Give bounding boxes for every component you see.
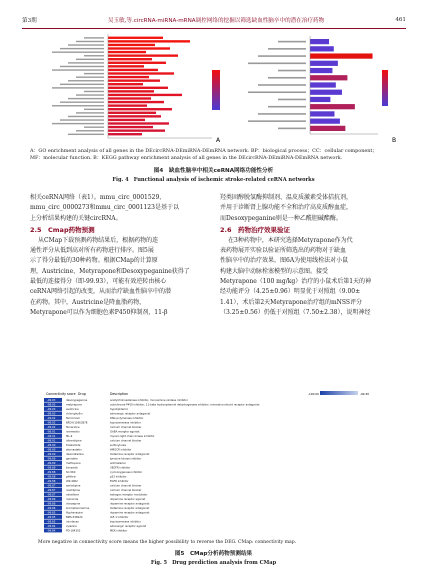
scale-max-label: -99.30 [360,392,370,396]
score-value: -99.84 [47,529,56,533]
table-row [44,524,146,528]
score-value: -99.88 [47,471,56,474]
drug-name: tolazamide [66,444,81,447]
text-line: 并用于诊断肾上腺功能不全和治疗高皮质醇血症， [220,204,353,212]
go-term-label [76,94,104,95]
go-term-label [84,109,104,110]
issue-number: 第3期 [22,18,37,24]
go-bar [108,83,143,85]
score-value: -99.87 [47,484,56,488]
table-row [44,398,189,402]
figure-4 [26,30,404,146]
text-line: mmu_circ_0000273和mmu_circ_0001123是基于以 [30,204,179,212]
table-row [44,520,142,524]
running-title: 吴玉敏,等.circRNA-miRNA-mRNA调控网络的挖掘以筛选缺血性脑卒中的潜在治疗药物 [107,18,325,24]
drug-name: BRD-K15963878 [66,421,88,425]
go-bar [108,79,160,81]
drug-description: adrenergic receptor antagonist [110,412,151,416]
left-para-2 [30,236,208,318]
drug-name: chlorophyllin [66,412,83,416]
kegg-term-label [278,99,306,101]
figure-5-cmap-table [38,388,390,538]
drug-description: cyclooxygenase inhibitor [110,471,143,474]
kegg-bar [310,46,334,51]
text-line: 理，Austricine、Metyrapone和Desoxypeganine获得了 [30,267,190,275]
drug-name: desloratadine [66,453,84,456]
text-line: 从CMap下载预测药物结果后，根据药物的连 [38,236,159,244]
table-row [44,430,140,434]
go-term-label [84,91,104,92]
go-bar [108,72,174,74]
left-column [30,193,208,318]
drug-name: WZ-4002 [66,480,78,483]
kegg-term-label [258,84,306,86]
drug-name: BMS-536924 [66,516,83,519]
drug-description: calcium channel blocker [110,426,142,429]
kegg-bar [310,126,345,131]
table-row [44,439,142,443]
table-row [44,497,145,501]
kegg-term-label [268,48,306,50]
go-term-label [76,130,104,131]
drug-name: genistein [66,457,78,461]
table-row [44,412,150,416]
score-value: -99.89 [47,457,56,461]
kegg-bar [310,119,340,124]
table-row [44,448,132,452]
drug-name: amlodipine [66,484,81,488]
right-para-1 [220,193,400,224]
drug-description: topoisomerase inhibitor [110,520,141,524]
text-line: 羟类固醇脱氢酶抑制剂、温皮质激素受体拮抗剂， [220,194,353,201]
table-row [44,421,142,425]
score-value: -99.91 [47,439,56,443]
drug-name: ML-9 [66,435,73,438]
drug-name: nitrendipine [66,439,82,443]
drug-name: irinotecan [66,520,80,524]
go-term-label [60,119,104,120]
table-row [44,407,129,411]
go-bar [108,69,158,71]
drug-description: dopamine receptor antagonist [110,502,150,506]
drug-description: VEGFR inhibitor [110,466,131,470]
score-value: -99.88 [47,475,56,479]
score-value: -99.92 [47,417,56,420]
go-term-label [84,126,104,127]
go-bar [108,101,164,103]
go-bar [108,108,172,110]
go-bar [108,54,178,56]
table-row [44,515,129,519]
kegg-term-label [258,113,306,115]
table-row [44,529,128,533]
go-term-label [76,41,104,42]
score-value: -99.93 [47,412,56,416]
drug-description: MEK inhibitor [110,529,128,533]
go-term-label [68,98,104,99]
table-row [44,443,126,447]
drug-description: IGF-1 inhibitor [110,516,129,519]
score-value: -99.93 [47,403,56,407]
go-term-label [76,59,104,60]
kegg-term-label [278,128,306,130]
text-line: 构建大脑中动脉栓塞模型的示意图。接受 [220,267,329,275]
score-value: -99.90 [47,448,56,452]
score-value: -99.93 [47,408,56,411]
score-value: -99.87 [47,489,56,492]
score-value: -99.90 [47,444,56,447]
text-line: Metyrapone可以作为细胞色素P450抑制剂，11-β [30,308,168,316]
kegg-bar [310,111,334,116]
text-line: 通性评分从低到高对所有药物进行排序。图5展 [30,247,154,255]
caption-line: A：GO enrichment analysis of all genes in the DEcircRNA-DEmiRNA-DEmRNA network. BP：biological process；CC：cellular component； [30,148,378,154]
go-term-label [76,112,104,113]
score-value: -99.86 [47,502,56,506]
scale-min-label: -100.00 [308,392,319,396]
running-header [22,14,406,26]
go-term-label [68,62,104,63]
score-value: -99.85 [47,516,56,519]
kegg-term-label [268,77,306,79]
drug-name: olanzapine [66,502,81,506]
text-line: 在药物。其中，Austricine是降血脂药物， [30,298,146,306]
go-colorbar [212,70,220,110]
score-value: -99.86 [47,507,56,510]
table-row [44,457,142,461]
table-rows [44,398,259,533]
figure-5-title-cn: 图5 CMap分析药物预测结果 [174,551,253,557]
drug-name: fluphenazine [66,511,83,515]
go-bar [108,65,144,67]
drug-description: p53 inhibitor [110,475,127,479]
text-line: 示了得分最低的30种药物。根据CMap的计算原 [30,257,158,265]
go-bar [108,58,152,60]
go-term-label [68,80,104,81]
table-row [44,484,142,488]
left-para-1 [30,193,208,224]
go-bar [108,51,146,53]
table-row [44,506,149,510]
go-term-label [52,51,104,52]
page-number: 461 [395,17,406,23]
drug-name: PD-184352 [66,529,81,533]
kegg-term-label [258,55,306,57]
kegg-bar [310,53,373,58]
figure-5-title-en: Fig. 5 Drug prediction analysis from CMap [150,560,277,566]
text-line: 表药物展开实验以验证所筛选出的药物对于缺血 [220,247,347,255]
kegg-term-label [248,120,306,122]
right-para-2 [220,236,400,318]
kegg-term-label [248,91,306,93]
drug-name: metyrapone [66,403,82,407]
text-line: 在3种药物中，本研究选择Metyrapone作为代 [228,236,353,244]
go-bar [108,133,142,135]
kegg-term-label [278,41,306,43]
drug-description: histamine receptor antagonist [110,453,150,456]
go-bar [108,129,165,131]
drug-description: calcium channel blocker [110,484,142,488]
score-value: -99.92 [47,426,56,429]
score-value: -99.87 [47,493,56,497]
drug-name: mefloquine [66,462,81,465]
caption-line: MF：molecular function. B：KEGG pathway enrichment analysis of all genes in the DEcircRNA-DEmiRNA-DEmRNA network. [30,155,343,161]
drug-description: cytochrome P450 inhibitor, 11-beta hydroxysteroid dehydrogenase inhibitor, mineralocorticoid receptor antagonist [110,403,260,407]
drug-name: austricine [66,408,79,411]
header-rule [22,28,406,29]
table-row [44,434,156,438]
score-value: -99.93 [47,399,56,402]
drug-description: HMGCR inhibitor [110,448,132,452]
go-bar [108,76,149,78]
go-bar [108,44,155,46]
score-color-scale [320,391,358,395]
text-line: 相关ceRNA网络（表1）。mmu_circ_0001529、 [30,194,166,201]
table-row [44,479,129,483]
go-term-label [52,123,104,124]
table-row [44,470,143,474]
score-value: -99.89 [47,462,56,465]
table-row [44,493,148,497]
text-line: 1.41），术后第2天Metyrapone治疗组的mNSS评分 [220,298,363,306]
panel-a-label: A [216,137,221,144]
kegg-bar [310,97,330,102]
text-line: 经功能评分（4.25±0.96）明显优于对照组（9.00± [220,288,361,296]
go-term-label [52,69,104,70]
go-term-label [84,55,104,56]
section-heading-2-6: 2.6 药物治疗效果验证 [220,225,291,234]
score-value: -99.86 [47,498,56,501]
table-row [44,425,142,429]
go-term-label [84,37,104,38]
table-row [44,403,259,407]
kegg-bar [310,61,338,66]
kegg-term-label [248,63,306,65]
go-term-label [52,87,104,88]
text-line: ceRNA网络引起的改变，从而治疗缺血性脑卒中的潜 [30,288,172,296]
score-value: -99.92 [47,421,56,425]
drug-name: raloxifene [66,493,79,497]
drug-name: flunarizine [66,426,80,429]
go-bar [108,104,147,106]
go-bar [108,90,154,92]
drug-name: brompheniramine [66,507,90,510]
table-row [44,511,149,515]
drug-description: EGFR inhibitor [110,480,129,483]
drug-description: topoisomerase inhibitor [110,421,141,425]
go-bar [108,47,170,49]
table-row [44,452,149,456]
drug-name: ropinirole [66,498,79,501]
drug-description: myosin light chain kinase inhibitor [110,435,155,438]
drug-description: acetylcholinesterase inhibitor, monoamine oxidase inhibitor [110,399,188,402]
go-term-label [68,134,104,135]
kegg-bar [310,82,336,87]
go-bar [108,122,169,124]
go-bar [108,87,168,89]
drug-description: antimalarial [110,462,126,465]
description-header: Description [110,392,129,396]
table-row [44,466,131,470]
go-term-label [60,48,104,49]
go-bar [108,94,182,96]
drug-description: histamine receptor antagonist [110,507,150,510]
drug-description: calcium channel blocker [110,439,142,443]
score-value: -99.89 [47,466,56,470]
kegg-bar [310,104,355,109]
go-term-label [84,73,104,74]
go-bar [108,126,153,128]
drug-description: GABA receptor agonist [110,430,140,434]
drug-description: DNA polymerase inhibitor [110,417,144,420]
panel-b-label: B [392,137,397,144]
text-line: 而Desoxypeganine则是一种乙酰胆碱酯酶。 [220,214,342,222]
go-bar [108,112,156,114]
drug-description: adrenergic receptor agonist [110,525,147,528]
figure-4-title-en: Fig. 4 Functional analysis of ischemic stroke-related ceRNA networks [112,177,315,183]
drug-description: tyrosine kinase inhibitor [110,457,142,461]
kegg-term-label [268,106,306,108]
kegg-term-label [278,70,306,72]
text-line: 性脑卒中的治疗效果。图6A为使用线栓法对小鼠 [220,257,349,265]
text-line: 上分析结果构建的关键circRNA。 [30,214,122,222]
drug-name: atorvastatin [66,448,82,452]
drug-name: nisoldipine [66,489,80,492]
text-line: Metyrapone（100 mg/kg）治疗的小鼠术后第1天的神 [220,278,372,286]
drug-description: dopamine receptor antagonist [110,511,150,515]
table-row [44,461,126,465]
score-value: -99.91 [47,435,56,438]
drug-name: SC-560 [66,471,76,474]
go-bar [108,119,145,121]
text-line: 最低的连接得分（即-99.93），可能有效逆转由核心 [30,278,167,286]
score-value: -99.88 [47,480,56,483]
score-value: -99.85 [47,511,56,515]
drug-name: pifithrin [66,475,77,479]
drug-description: calcium channel blocker [110,489,142,492]
drug-name: desoxypeganine [66,399,88,402]
go-term-label [68,116,104,117]
kegg-colorbar [382,70,388,106]
go-bar [108,115,161,117]
figure-4-caption [30,148,402,162]
kegg-bar [310,75,347,80]
go-bar [108,37,163,39]
go-term-label [68,44,104,45]
go-bar [108,62,166,64]
right-column [220,193,400,318]
drug-description: estrogen receptor modulator [110,493,148,497]
score-header: Connectivity score [46,392,76,396]
score-value: -99.84 [47,525,56,528]
kegg-bar [310,68,332,73]
go-bar [108,40,190,42]
table-row [44,488,142,492]
section-heading-2-5: 2.5 Cmap药物预测 [30,225,95,234]
go-term-label [76,76,104,77]
drug-description: sulfonylurea [110,444,126,447]
drug-name: famciclovir [66,417,81,420]
go-term-label [60,101,104,102]
score-value: -99.85 [47,520,56,524]
go-term-label [52,105,104,106]
text-line: （3.25±0.56）仍低于对照组（7.50±2.38），说明神经 [220,308,371,316]
drug-description: hypolipidemic [110,408,129,411]
score-value: -99.91 [47,430,56,434]
kegg-bar [310,90,342,95]
drug-header: Drug [78,392,86,396]
drug-name: tivozanib [66,466,78,470]
go-term-label [60,66,104,67]
go-bar [108,97,151,99]
table-row [44,502,149,506]
table-row [44,475,127,479]
drug-description: dopamine receptor agonist [110,498,146,501]
score-value: -99.90 [47,453,56,456]
figure-4-title-cn: 图4 缺血性脑卒中相关ceRNA网络功能性分析 [153,168,274,174]
table-row [44,416,144,420]
kegg-bar [310,39,329,44]
drug-name: ivermectin [66,430,80,434]
drug-name: xylazine [66,525,77,528]
go-term-label [60,84,104,85]
figure-5-note: More negative in connectivity score means the higher possibility to reverse the DEG. CMap: connectivity map. [38,540,297,545]
